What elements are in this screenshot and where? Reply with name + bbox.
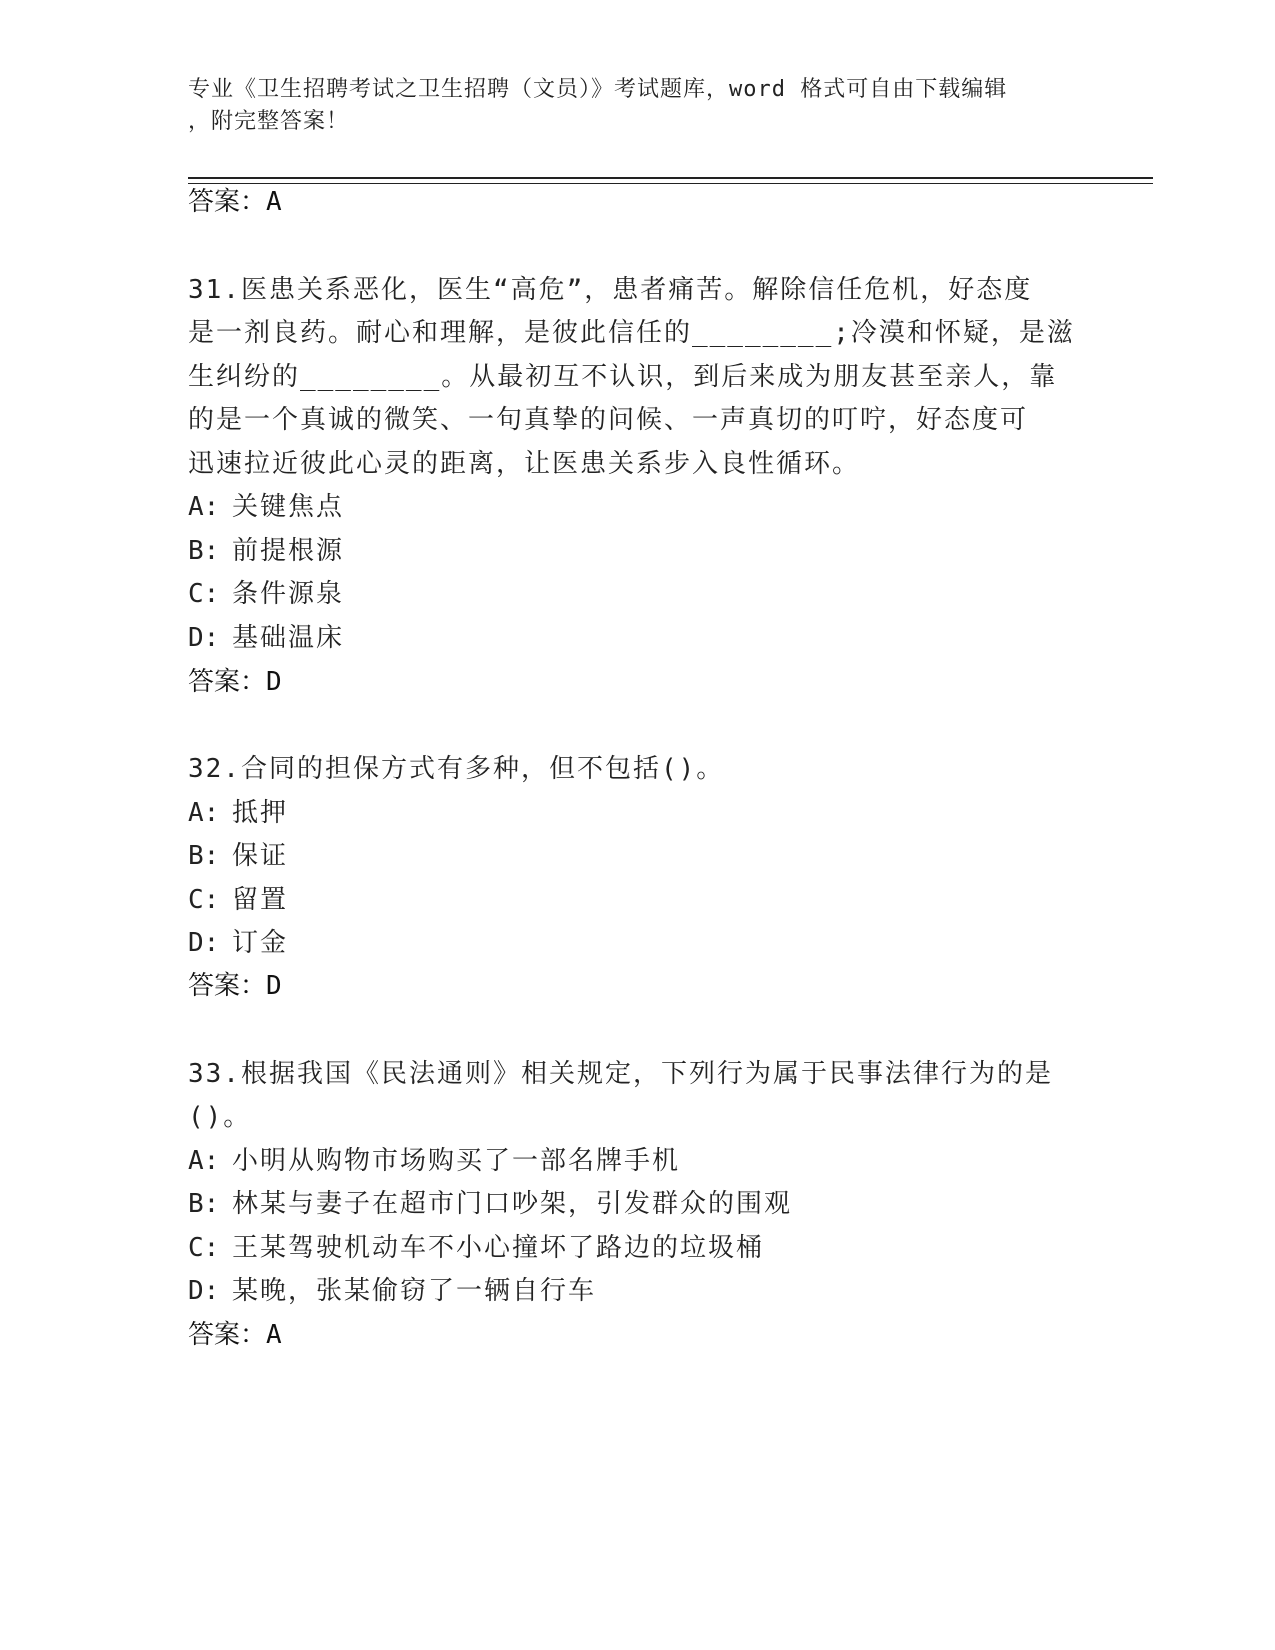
question-31-line-2: 是一剂良药。耐心和理解，是彼此信任的________;冷漠和怀疑，是滋 [188, 318, 1075, 348]
answer-label: 答案： [188, 1320, 267, 1350]
question-31-line-1: 31.医患关系恶化，医生“高危”，患者痛苦。解除信任危机，好态度 [188, 275, 1033, 305]
option-key: B: [188, 1189, 220, 1219]
option-key: B: [188, 841, 220, 871]
answer-label: 答案： [188, 667, 267, 697]
header-rule-thin [188, 183, 1153, 184]
question-31-option-d [188, 620, 344, 656]
question-33-answer [188, 1317, 282, 1353]
question-32-answer [188, 968, 282, 1004]
question-32-line-1: 32.合同的担保方式有多种，但不包括()。 [188, 754, 725, 784]
question-31-line-4: 的是一个真诚的微笑、一句真挚的问候、一声真切的叮咛，好态度可 [188, 405, 1029, 435]
answer-prev [188, 184, 282, 220]
option-text: 条件源泉 [232, 579, 345, 609]
question-33-option-b [188, 1186, 792, 1222]
answer-value: D [266, 971, 282, 1001]
option-text: 留置 [232, 885, 289, 915]
question-33-option-d [188, 1273, 596, 1309]
answer-value: D [266, 667, 282, 697]
option-text: 前提根源 [232, 536, 345, 566]
option-key: B: [188, 536, 220, 566]
question-33-line-1: 33.根据我国《民法通则》相关规定，下列行为属于民事法律行为的是 [188, 1059, 1053, 1089]
option-key: C: [188, 579, 220, 609]
option-text: 王某驾驶机动车不小心撞坏了路边的垃圾桶 [232, 1233, 765, 1263]
question-31-option-a [188, 489, 344, 525]
question-33-line-2: ()。 [188, 1102, 252, 1132]
option-key: D: [188, 1276, 220, 1306]
option-key: A: [188, 492, 220, 522]
option-key: C: [188, 885, 220, 915]
option-key: A: [188, 1146, 220, 1176]
answer-value: A [266, 187, 282, 217]
option-key: A: [188, 798, 220, 828]
question-31-line-3: 生纠纷的________。从最初互不认识，到后来成为朋友甚至亲人，靠 [188, 362, 1058, 392]
question-33-option-a [188, 1143, 680, 1179]
header-line-2: ，附完整答案！ [188, 109, 350, 134]
option-key: D: [188, 928, 220, 958]
question-33-option-c [188, 1230, 764, 1266]
option-text: 关键焦点 [232, 492, 345, 522]
option-key: C: [188, 1233, 220, 1263]
page-header [188, 74, 1068, 138]
option-text: 某晚，张某偷窃了一辆自行车 [232, 1276, 597, 1306]
option-text: 基础温床 [232, 623, 345, 653]
option-text: 林某与妻子在超市门口吵架，引发群众的围观 [232, 1189, 793, 1219]
header-rule-thick [188, 177, 1153, 179]
question-32-option-d [188, 925, 288, 961]
question-31-answer [188, 664, 282, 700]
option-text: 抵押 [232, 798, 289, 828]
answer-label: 答案： [188, 971, 267, 1001]
option-text: 保证 [232, 841, 289, 871]
question-31-option-b [188, 533, 344, 569]
question-31-option-c [188, 576, 344, 612]
answer-value: A [266, 1320, 282, 1350]
header-line-1: 专业《卫生招聘考试之卫生招聘（文员）》考试题库，word 格式可自由下载编辑 [188, 77, 1008, 102]
answer-label: 答案： [188, 187, 267, 217]
question-31-line-5: 迅速拉近彼此心灵的距离，让医患关系步入良性循环。 [188, 449, 861, 479]
option-text: 小明从购物市场购买了一部名牌手机 [232, 1146, 681, 1176]
option-key: D: [188, 623, 220, 653]
question-32-option-b [188, 838, 288, 874]
question-32-option-c [188, 882, 288, 918]
question-32-option-a [188, 795, 288, 831]
option-text: 订金 [232, 928, 289, 958]
